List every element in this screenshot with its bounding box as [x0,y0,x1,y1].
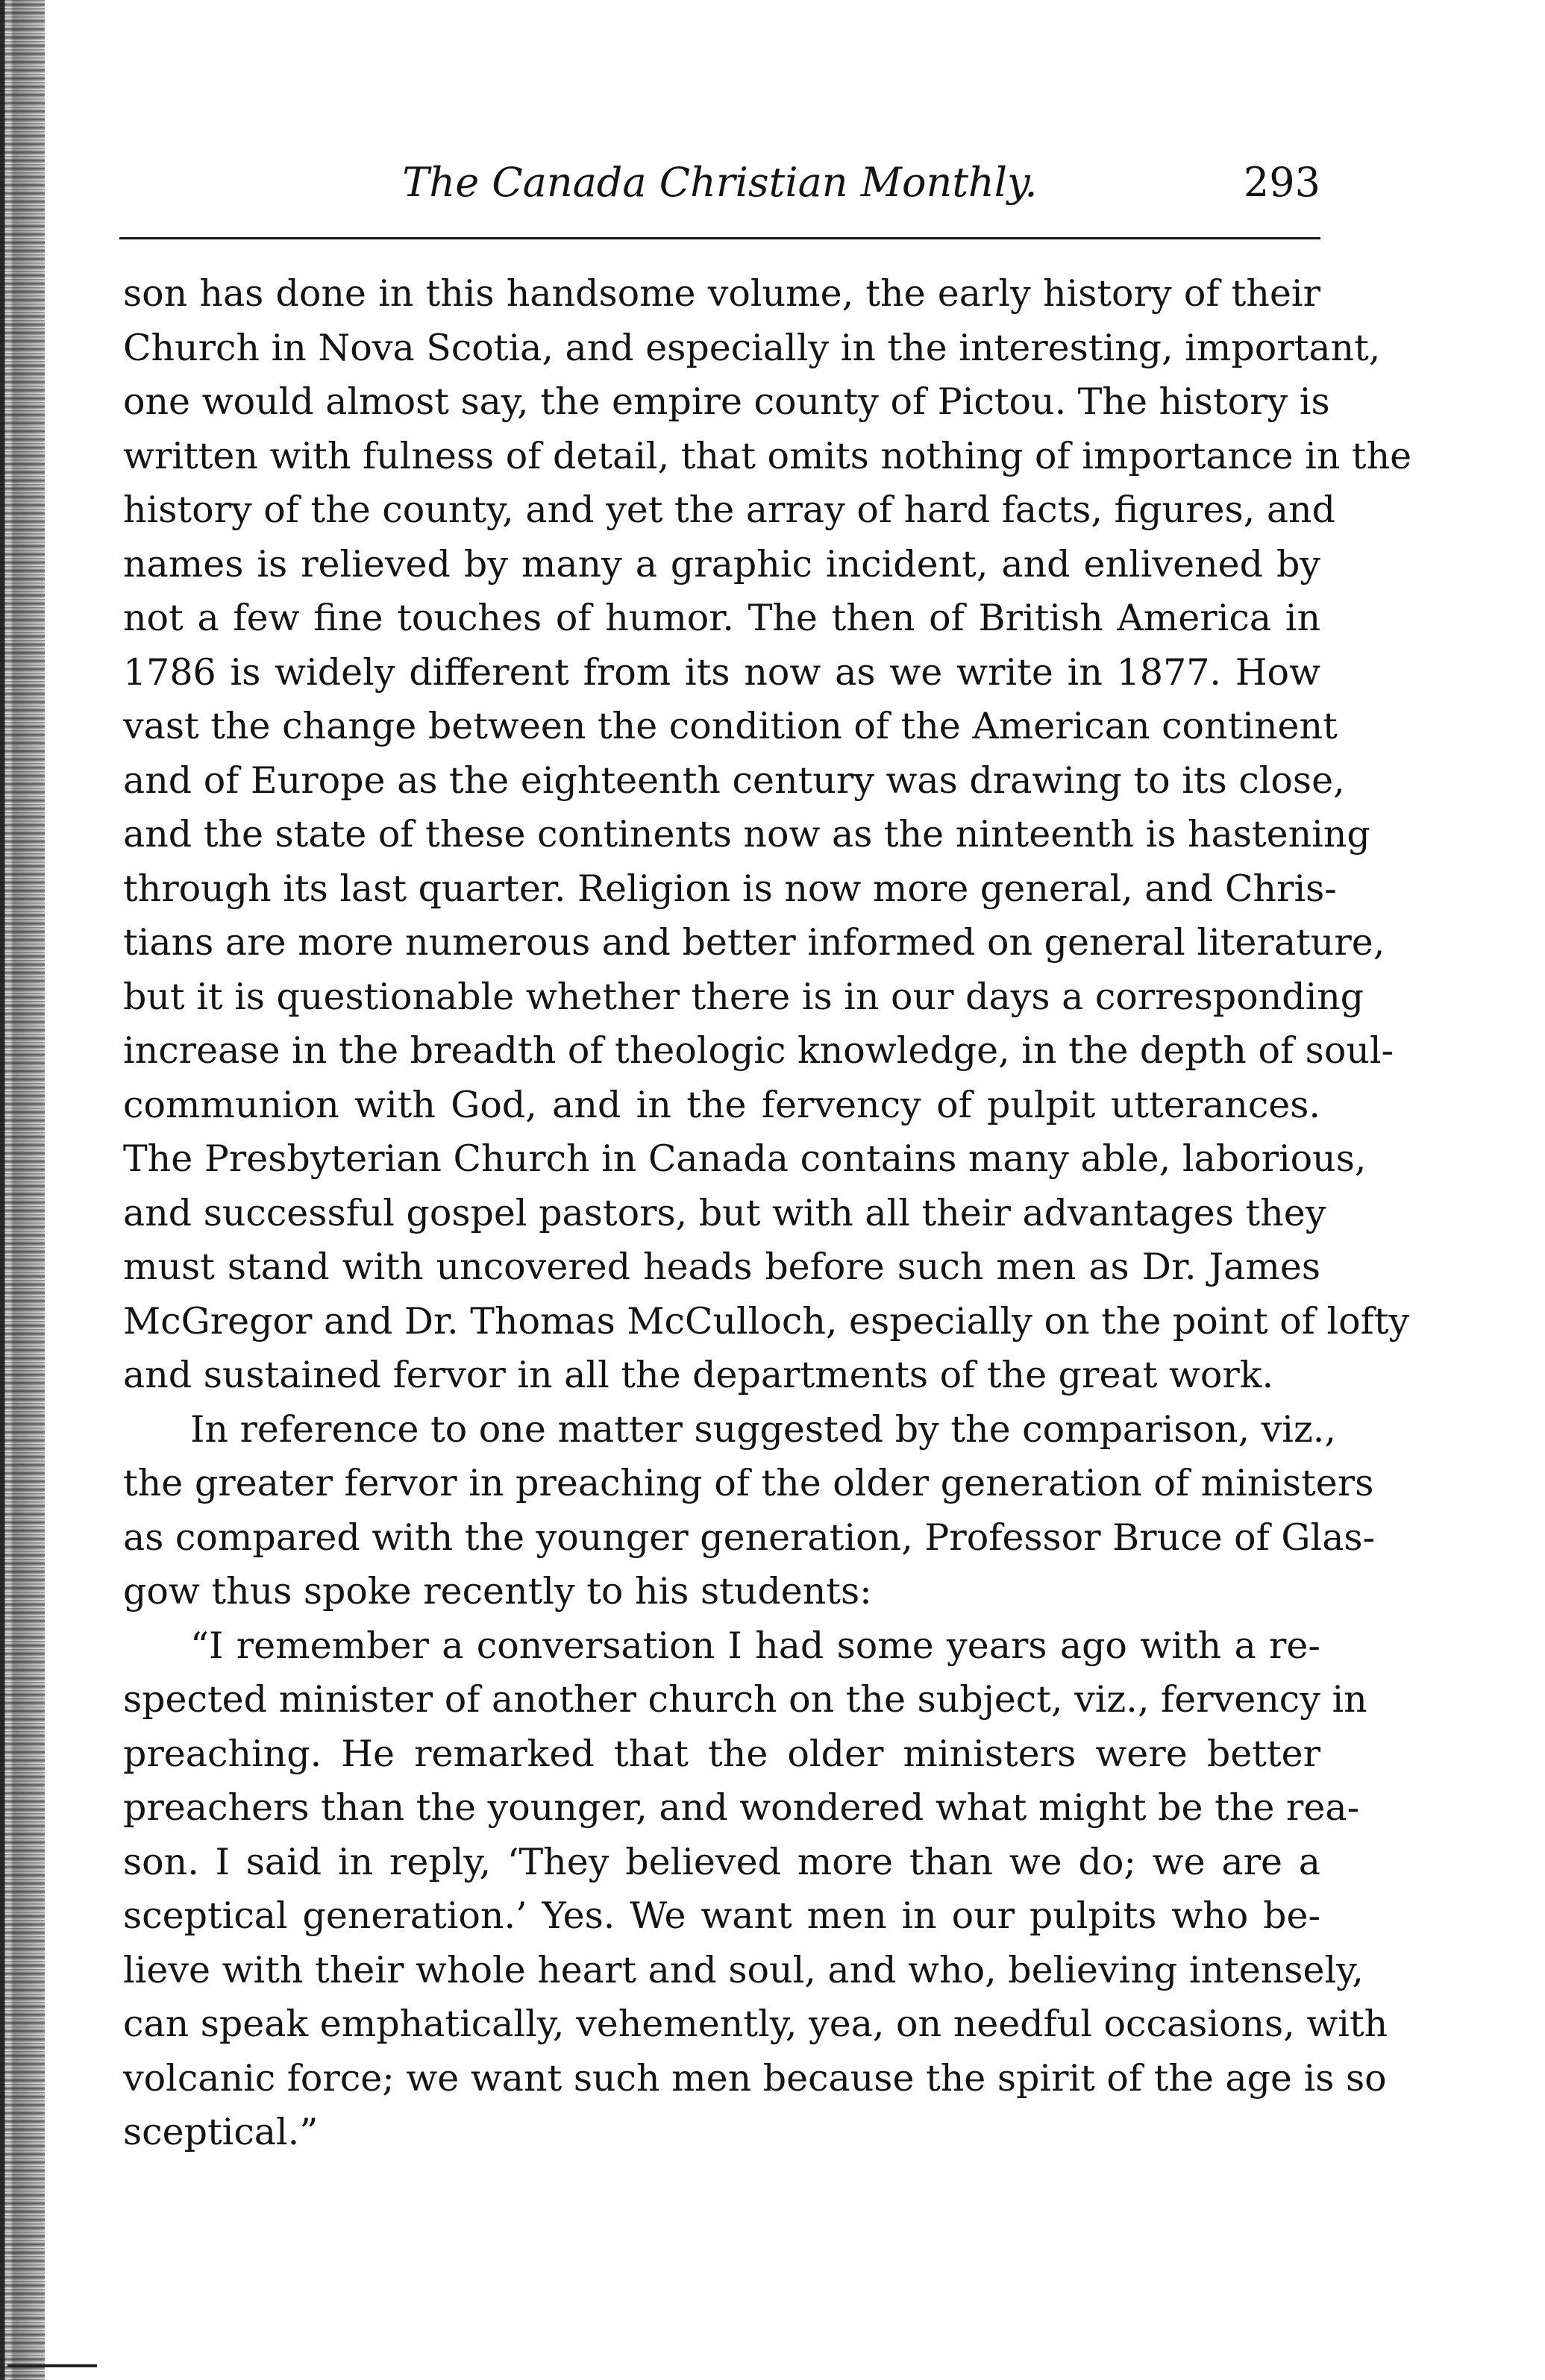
text-line: preachers than the younger, and wondered what might be the rea- [123,1786,1360,1829]
text-line: must stand with uncovered heads before such men as Dr. James [123,1246,1320,1288]
text-line: volcanic force; we want such men because the spirit of the age is so [123,2056,1387,2100]
text-line: tians are more numerous and better informed on general literature, [123,921,1385,964]
text-line: In reference to one matter suggested by the comparison, viz., [190,1407,1336,1451]
text-line: names is relieved by many a graphic incident, and enlivened by [123,542,1320,585]
text-line: vast the change between the condition of the American continent [123,705,1338,747]
text-line: lieve with their whole heart and soul, and who, believing intensely, [123,1948,1364,1991]
text-line: and successful gospel pastors, but with all their advantages they [123,1191,1326,1234]
text-line: 1786 is widely different from its now as we write in 1877. How [123,650,1320,694]
header-rule [119,237,1320,239]
text-line: as compared with the younger generation, Professor Bruce of Glas- [123,1516,1376,1559]
text-line: through its last quarter. Religion is now more general, and Chris- [123,867,1337,910]
page-number: 293 [1243,159,1320,206]
text-line: spected minister of another church on the subject, viz., fervency in [123,1678,1367,1721]
text-line: can speak emphatically, vehemently, yea, on needful occasions, with [123,2003,1388,2045]
paragraph [123,1403,1376,1619]
paragraph [123,267,1412,1403]
text-line: McGregor and Dr. Thomas McCulloch, especially on the point of lofty [123,1299,1410,1343]
page-header [119,153,1320,213]
text-line: Church in Nova Scotia, and especially in the interesting, important, [123,326,1381,369]
text-line: The Presbyterian Church in Canada contains many able, laborious, [123,1137,1367,1180]
text-line: written with fulness of detail, that omits nothing of importance in the [123,434,1412,477]
running-title: The Canada Christian Monthly. [402,159,1038,206]
text-line: sceptical.” [123,2111,319,2153]
text-line: increase in the breadth of theologic knowledge, in the depth of soul- [123,1029,1394,1072]
body-text [123,267,1412,2160]
text-line: and the state of these continents now as the ninteenth is hastening [123,813,1370,855]
text-line: preaching. He remarked that the older ministers were better [123,1732,1320,1775]
text-line: but it is questionable whether there is in our days a corresponding [123,975,1364,1018]
text-line: communion with God, and in the fervency of pulpit utterances. [123,1083,1320,1126]
text-line: the greater fervor in preaching of the older generation of ministers [123,1462,1374,1504]
text-line: son. I said in reply, ‘They believed more than we do; we are a [123,1840,1320,1883]
text-line: gow thus spoke recently to his students: [123,1570,872,1613]
text-line: son has done in this handsome volume, the early history of their [123,272,1320,315]
text-line: and sustained fervor in all the departments of the great work. [123,1354,1274,1396]
text-line: not a few fine touches of humor. The then of British America in [123,597,1320,639]
text-line: one would almost say, the empire county of Pictou. The history is [123,380,1330,423]
quotation-paragraph [123,1619,1388,2160]
text-line: history of the county, and yet the array of hard facts, figures, and [123,489,1335,531]
text-line: sceptical generation.’ Yes. We want men in our pulpits who be- [123,1894,1320,1937]
text-line: “I remember a conversation I had some years ago with a re- [190,1624,1320,1667]
scan-binding-mark [7,2364,97,2367]
text-line: and of Europe as the eighteenth century was drawing to its close, [123,759,1345,802]
scan-binding-edge [0,0,45,2380]
